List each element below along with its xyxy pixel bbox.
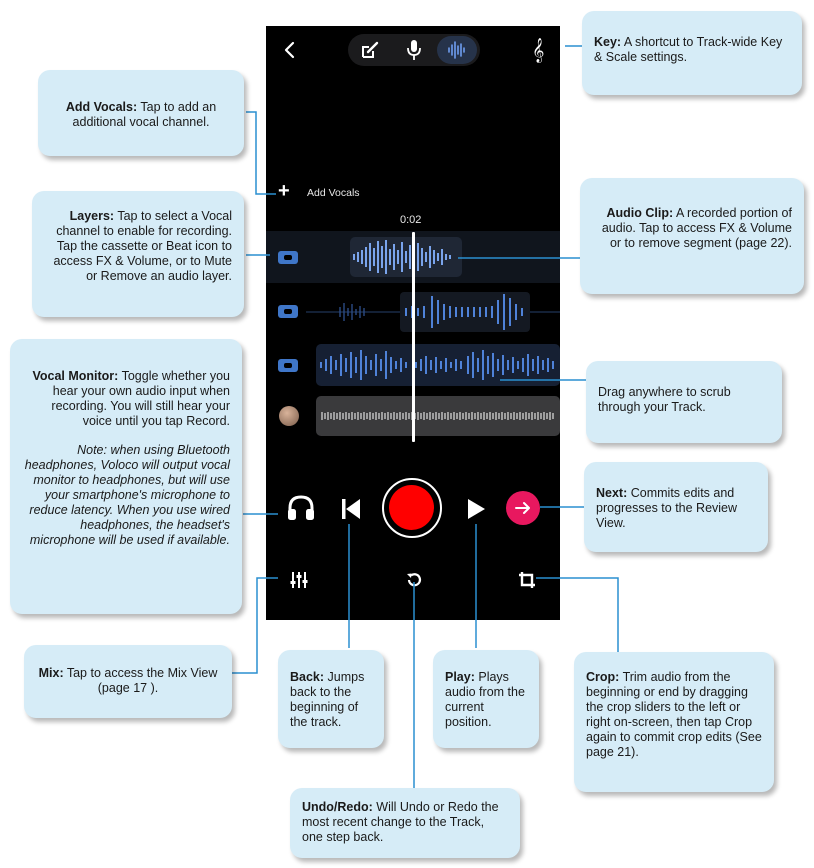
callout-title: Crop: (586, 670, 620, 684)
add-vocals-label: Add Vocals (307, 187, 360, 199)
callout-layers (32, 191, 244, 317)
callout-body: A recorded portion of audio. Tap to access FX & Volume or to remove segment (page 22). (601, 206, 792, 250)
callout-drag-scrub (586, 361, 782, 443)
callout-title: Mix: (38, 666, 64, 680)
callout-title: Next: (596, 486, 628, 500)
callout-title: Audio Clip: (606, 206, 674, 220)
key-icon[interactable]: 𝄞 (532, 38, 545, 62)
callout-add-vocals (38, 70, 244, 156)
plus-icon: + (278, 180, 290, 202)
playhead-timestamp: 0:02 (400, 214, 422, 226)
callout-title: Add Vocals: (65, 100, 138, 114)
callout-crop (574, 652, 774, 792)
callout-body: Will Undo or Redo the most recent change to the Track, one step back. (302, 800, 499, 844)
callout-body: Tap to select a Vocal channel to enable for recording. Tap the cassette or Beat icon to access FX & Volume, or to Mute or Remove an audio layer. (53, 209, 232, 283)
callout-title: Layers: (69, 209, 115, 223)
callout-note: Note: when using Bluetooth headphones, Voloco will output vocal monitor to headphones, but will use your smartphone's microphone to reduce latency. When you use wired headphones, the headset's microphone will be used if available. (24, 443, 230, 547)
callout-key (582, 11, 802, 95)
callout-title: Undo/Redo: (302, 800, 373, 814)
callout-body: Trim audio from the beginning or end by dragging the crop sliders to the left or right on-screen, then tap Crop again to commit crop edits (See page 21). (586, 670, 762, 759)
callout-title: Play: (445, 670, 475, 684)
callout-body: Tap to add an additional vocal channel. (72, 100, 217, 129)
callout-body: Jumps back to the beginning of the track. (290, 670, 365, 729)
callout-undo-redo (290, 788, 520, 858)
callout-body: Commits edits and progresses to the Review View. (596, 486, 738, 530)
callout-body: Plays audio from the current position. (445, 670, 525, 729)
callout-back (278, 650, 384, 748)
callout-body: Tap to access the Mix View (page 17 ). (63, 666, 218, 695)
callout-title: Vocal Monitor: (32, 369, 119, 383)
callout-title: Key: (594, 35, 622, 49)
callout-title: Back: (290, 670, 325, 684)
callout-body: Toggle whether you hear your own audio input when recording. You will still hear your voice until you tap Record. (51, 369, 230, 428)
callout-body: A shortcut to Track-wide Key & Scale settings. (594, 35, 783, 64)
callout-play (433, 650, 539, 748)
callout-vocal-monitor (10, 339, 242, 614)
callout-audio-clip (580, 178, 804, 294)
callout-mix (24, 645, 232, 718)
callout-body: Drag anywhere to scrub through your Track. (598, 385, 731, 414)
callout-next (584, 462, 768, 552)
